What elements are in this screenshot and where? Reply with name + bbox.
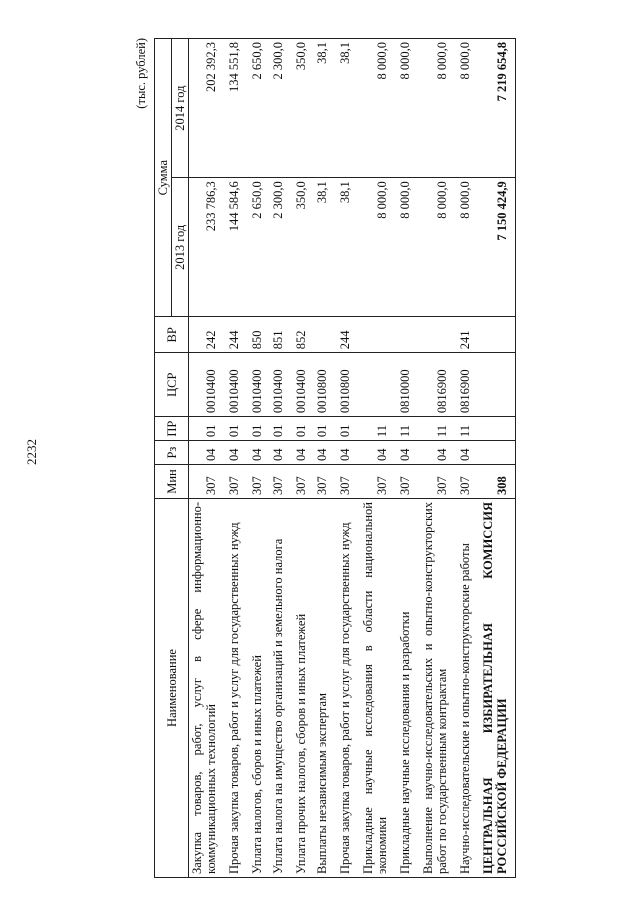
row-name: Уплата налога на имущество организаций и земельного налога [270, 499, 293, 878]
row-rz: 04 [360, 441, 397, 465]
row-pr: 11 [420, 417, 457, 441]
row-min: 307 [457, 465, 480, 499]
row-sum-2014: 134 551,8 [226, 39, 249, 178]
row-sum-2014: 2 650,0 [249, 39, 270, 178]
header-rz: Рз [155, 441, 189, 465]
table-row [337, 39, 360, 878]
table-row [314, 39, 337, 878]
row-name: Уплата прочих налогов, сборов и иных платежей [293, 499, 314, 878]
row-sum-2013: 2 650,0 [249, 178, 270, 317]
row-vr [397, 317, 420, 353]
row-rz: 04 [314, 441, 337, 465]
row-csr: 0816900 [420, 353, 457, 417]
row-vr: 851 [270, 317, 293, 353]
table-row [226, 39, 249, 878]
row-csr: 0810000 [397, 353, 420, 417]
row-vr [480, 317, 516, 353]
row-pr: 11 [397, 417, 420, 441]
row-pr: 01 [226, 417, 249, 441]
header-csr: ЦСР [155, 353, 189, 417]
row-rz: 04 [337, 441, 360, 465]
row-name: Выполнение научно-исследовательских и опытно-конструкторских работ по государственным контрактам [420, 499, 457, 878]
row-sum-2014: 8 000,0 [360, 39, 397, 178]
header-sum: Сумма [155, 39, 172, 317]
row-name: Выплаты независимым экспертам [314, 499, 337, 878]
row-min: 307 [397, 465, 420, 499]
row-min: 307 [360, 465, 397, 499]
row-sum-2013: 350,0 [293, 178, 314, 317]
row-sum-2013: 7 150 424,9 [480, 178, 516, 317]
row-csr: 0010800 [337, 353, 360, 417]
row-vr [314, 317, 337, 353]
row-name: Закупка товаров, работ, услуг в сфере информационно-коммуникационных технологий [189, 499, 227, 878]
row-rz: 04 [249, 441, 270, 465]
row-rz: 04 [397, 441, 420, 465]
row-sum-2013: 233 786,3 [189, 178, 227, 317]
row-csr: 0010400 [249, 353, 270, 417]
row-name: Прикладные научные исследования и разработки [397, 499, 420, 878]
row-sum-2014: 2 300,0 [270, 39, 293, 178]
row-name: Прочая закупка товаров, работ и услуг для государственных нужд [337, 499, 360, 878]
header-vr: ВР [155, 317, 189, 353]
page-number: 2232 [24, 439, 39, 465]
row-sum-2014: 8 000,0 [420, 39, 457, 178]
row-sum-2014: 350,0 [293, 39, 314, 178]
row-name: Научно-исследовательские и опытно-конструкторские работы [457, 499, 480, 878]
row-pr: 01 [270, 417, 293, 441]
row-sum-2014: 7 219 654,8 [480, 39, 516, 178]
row-vr: 244 [226, 317, 249, 353]
row-vr [360, 317, 397, 353]
header-year-2013: 2013 год [172, 178, 189, 317]
table-row [397, 39, 420, 878]
row-min: 307 [249, 465, 270, 499]
row-sum-2013: 38,1 [314, 178, 337, 317]
row-sum-2013: 8 000,0 [397, 178, 420, 317]
table-row [420, 39, 457, 878]
row-sum-2014: 38,1 [337, 39, 360, 178]
row-name: ЦЕНТРАЛЬНАЯ ИЗБИРАТЕЛЬНАЯ КОМИССИЯ РОССИЙСКОЙ ФЕДЕРАЦИИ [480, 499, 516, 878]
row-sum-2013: 144 584,6 [226, 178, 249, 317]
row-pr: 11 [360, 417, 397, 441]
row-rz: 04 [420, 441, 457, 465]
table-row [457, 39, 480, 878]
row-vr: 850 [249, 317, 270, 353]
row-name: Уплата налогов, сборов и иных платежей [249, 499, 270, 878]
header-pr: ПР [155, 417, 189, 441]
row-pr: 11 [457, 417, 480, 441]
table-row [270, 39, 293, 878]
row-csr: 0010400 [270, 353, 293, 417]
document-body [114, 33, 629, 878]
row-pr: 01 [189, 417, 227, 441]
row-name: Прочая закупка товаров, работ и услуг для государственных нужд [226, 499, 249, 878]
row-sum-2013: 2 300,0 [270, 178, 293, 317]
row-min: 308 [480, 465, 516, 499]
row-sum-2013: 8 000,0 [420, 178, 457, 317]
row-pr: 01 [314, 417, 337, 441]
row-min: 307 [337, 465, 360, 499]
row-pr: 01 [249, 417, 270, 441]
row-sum-2014: 38,1 [314, 39, 337, 178]
row-rz: 04 [270, 441, 293, 465]
row-min: 307 [293, 465, 314, 499]
row-rz [480, 441, 516, 465]
row-min: 307 [420, 465, 457, 499]
row-vr: 852 [293, 317, 314, 353]
row-sum-2014: 8 000,0 [397, 39, 420, 178]
row-sum-2013: 38,1 [337, 178, 360, 317]
row-sum-2013: 8 000,0 [457, 178, 480, 317]
row-csr: 0816900 [457, 353, 480, 417]
row-rz: 04 [189, 441, 227, 465]
table-body [189, 39, 516, 878]
row-csr: 0010400 [189, 353, 227, 417]
table-header [155, 39, 189, 878]
row-min: 307 [189, 465, 227, 499]
row-vr: 244 [337, 317, 360, 353]
row-rz: 04 [457, 441, 480, 465]
row-min: 307 [314, 465, 337, 499]
row-csr [360, 353, 397, 417]
budget-table [154, 38, 516, 878]
row-sum-2013: 8 000,0 [360, 178, 397, 317]
row-vr: 241 [457, 317, 480, 353]
row-pr: 01 [337, 417, 360, 441]
row-name: Прикладные научные исследования в области национальной экономики [360, 499, 397, 878]
table-row [249, 39, 270, 878]
row-csr: 0010400 [293, 353, 314, 417]
row-min: 307 [270, 465, 293, 499]
row-min: 307 [226, 465, 249, 499]
table-row [360, 39, 397, 878]
header-min: Мин [155, 465, 189, 499]
table-row [189, 39, 227, 878]
row-rz: 04 [226, 441, 249, 465]
row-vr: 242 [189, 317, 227, 353]
row-csr [480, 353, 516, 417]
table-row [480, 39, 516, 878]
row-sum-2014: 8 000,0 [457, 39, 480, 178]
row-csr: 0010800 [314, 353, 337, 417]
header-name: Наименование [155, 499, 189, 878]
header-year-2014: 2014 год [172, 39, 189, 178]
row-rz: 04 [293, 441, 314, 465]
row-vr [420, 317, 457, 353]
row-pr: 01 [293, 417, 314, 441]
row-pr [480, 417, 516, 441]
table-row [293, 39, 314, 878]
units-note: (тыс. рублей) [134, 38, 148, 109]
row-csr: 0010400 [226, 353, 249, 417]
row-sum-2014: 202 392,3 [189, 39, 227, 178]
